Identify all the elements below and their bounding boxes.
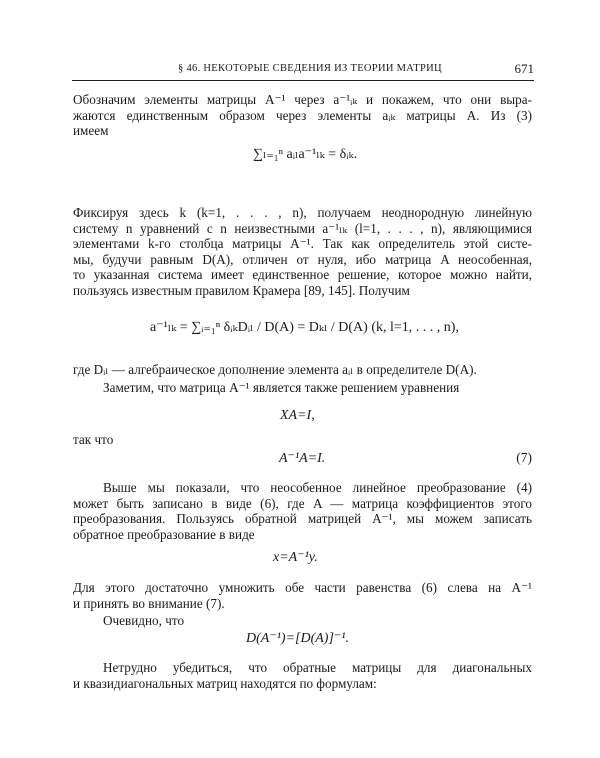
- equation-inverse: [279, 450, 325, 467]
- equation-text: x=A⁻¹y.: [273, 550, 318, 565]
- text-line: имеем: [73, 123, 109, 138]
- paragraph-6: [73, 480, 532, 542]
- paragraph-7: [73, 580, 532, 611]
- equation-text: a⁻¹ₗₖ = ∑ᵢ₌₁ⁿ δᵢₖDᵢₗ / D(A) = Dₖₗ / D(A) (k, l=1, . . . , n),: [150, 320, 459, 335]
- page-number: 671: [514, 61, 534, 76]
- equation-number: (7): [516, 450, 532, 465]
- text-line: Нетрудно убедиться, что обратные матрицы для диагональных: [103, 660, 532, 675]
- equation-text: XA=I,: [280, 408, 315, 423]
- paragraph-9: [73, 660, 532, 691]
- paragraph-2: [73, 205, 532, 298]
- equation-text: A⁻¹A=I.: [279, 451, 326, 466]
- paragraph-1: [73, 92, 532, 139]
- text-line: Выше мы показали, что неособенное линейное преобразование (4): [103, 480, 532, 495]
- text-line: преобразования. Пользуясь обратной матрицей A⁻¹, мы можем записать: [73, 511, 532, 526]
- paragraph-5: [73, 432, 532, 448]
- text-line: так что: [73, 432, 114, 447]
- equation-text: D(A⁻¹)=[D(A)]⁻¹.: [246, 631, 349, 646]
- text-line: где Dᵢₗ — алгебраическое дополнение элемента aᵢₗ в определителе D(A).: [73, 362, 477, 377]
- text-line: и квазидиагональных матриц находятся по формулам:: [73, 675, 377, 691]
- running-header: [72, 60, 534, 80]
- text-line: может быть записано в виде (6), где A — матрица коэффициентов этого: [73, 495, 532, 511]
- text-line: Заметим, что матрица A⁻¹ является также решением уравнения: [103, 380, 460, 395]
- equation-xa: [280, 408, 315, 424]
- paragraph-3: [73, 362, 532, 378]
- text-line: обратное преобразование в виде: [73, 526, 255, 542]
- text-line: систему n уравнений с n неизвестными a⁻¹ₗₖ (l=1, . . . , n), являющимися: [73, 220, 532, 236]
- text-line: пользуясь известным правилом Крамера [89, 145]. Получим: [73, 282, 410, 298]
- equation-x: [273, 549, 318, 566]
- header-title: § 46. НЕКОТОРЫЕ СВЕДЕНИЯ ИЗ ТЕОРИИ МАТРИЦ: [178, 63, 442, 74]
- text-line: Фиксируя здесь k (k=1, . . . , n), получаем неоднородную линейную: [73, 205, 532, 220]
- equation-sum: [253, 146, 357, 163]
- equation-cramer: [150, 319, 459, 336]
- header-rule: [72, 80, 534, 81]
- text-line: жаются единственным образом через элементы aᵢₖ матрицы A. Из (3): [73, 107, 532, 123]
- text-line: Очевидно, что: [103, 613, 185, 628]
- text-line: то указанная система имеет единственное решение, которое можно найти,: [73, 267, 532, 282]
- paragraph-4: [73, 380, 532, 396]
- text-line: Для этого достаточно умножить обе части равенства (6) слева на A⁻¹: [73, 580, 532, 595]
- text-line: Обозначим элементы матрицы A⁻¹ через a⁻¹ᵢₖ и покажем, что они выра-: [73, 92, 532, 107]
- paragraph-8: [73, 613, 532, 629]
- equation-determinant: [246, 630, 349, 647]
- text-line: и принять во внимание (7).: [73, 595, 225, 611]
- text-line: элементами k-го столбца матрицы A⁻¹. Так как определитель этой систе-: [73, 236, 532, 251]
- text-line: мы, будучи равным D(A), отличен от нуля, ибо матрица A неособенная,: [73, 251, 532, 267]
- equation-text: ∑ₗ₌₁ⁿ aᵢₗa⁻¹ₗₖ = δᵢₖ.: [253, 147, 358, 162]
